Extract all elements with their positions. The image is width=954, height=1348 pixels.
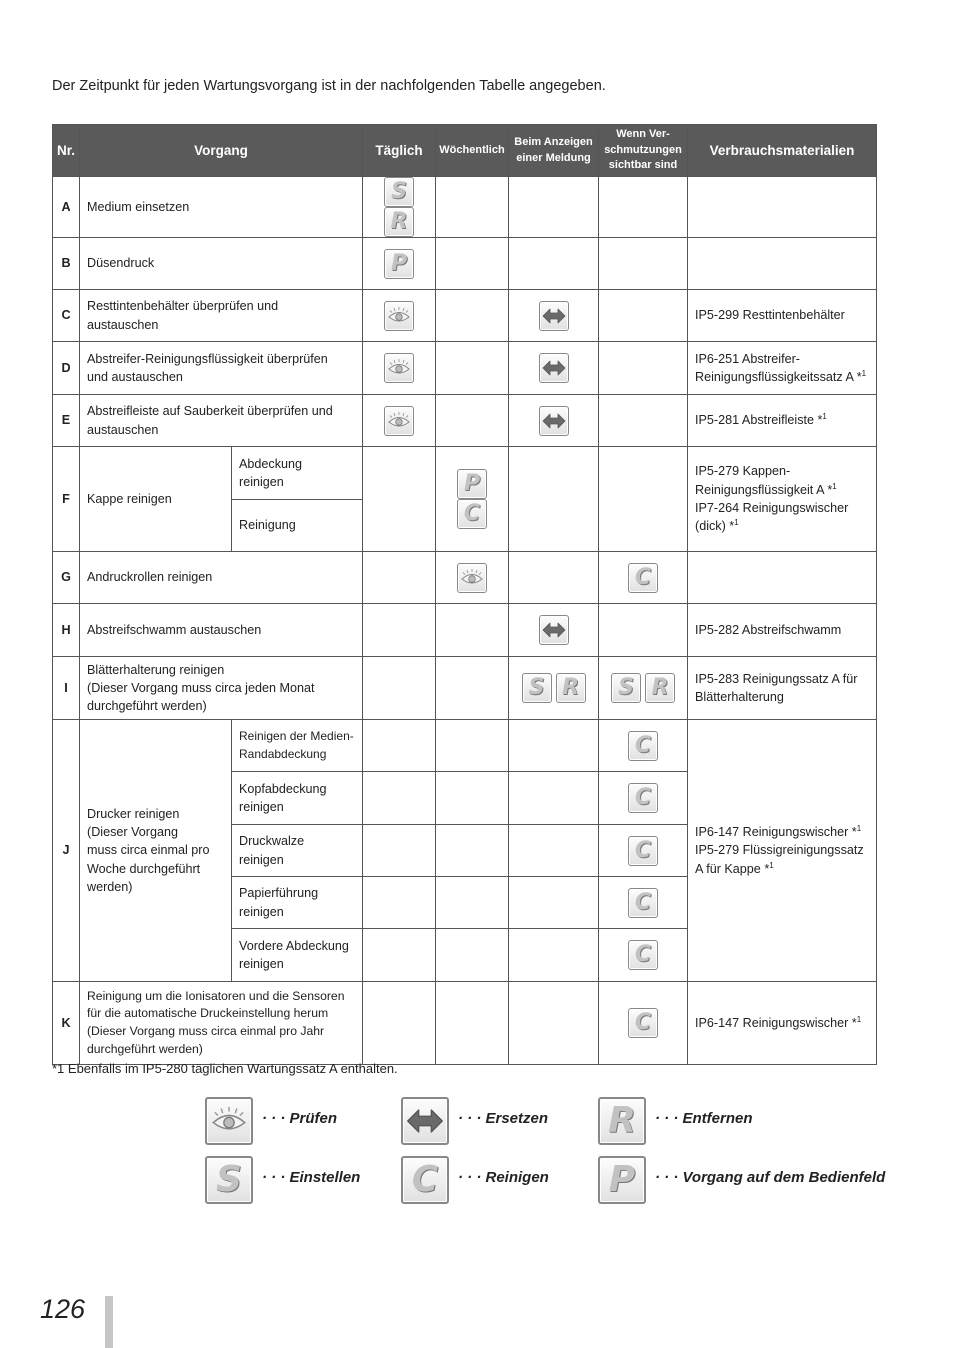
table-row xyxy=(53,720,877,772)
row-subvorgang: Druckwalze reinigen xyxy=(232,825,363,877)
table-row xyxy=(53,290,877,342)
p-icon: P xyxy=(598,1156,646,1204)
cell-verschmutzung xyxy=(599,772,688,825)
cell-taeglich xyxy=(363,290,436,342)
c-icon: C xyxy=(628,888,658,918)
row-nr: F xyxy=(53,447,80,552)
c-icon: C xyxy=(628,940,658,970)
row-subvorgang: Reinigen der Medien- Randabdeckung xyxy=(232,720,363,772)
c-icon: C xyxy=(628,1008,658,1038)
row-vorgang: Abstreifleiste auf Sauberkeit überprüfen und austauschen xyxy=(80,395,363,447)
swap-arrow-icon xyxy=(401,1097,449,1145)
table-row xyxy=(53,604,877,657)
row-nr: K xyxy=(53,982,80,1065)
legend-pruefen: · · · Prüfen xyxy=(262,1110,337,1127)
row-material: IP6-147 Reinigungswischer *$^1$ xyxy=(688,982,877,1065)
page-bar xyxy=(105,1296,113,1348)
row-material: IP5-282 Abstreifschwamm xyxy=(688,604,877,657)
row-nr: J xyxy=(53,720,80,982)
cell-verschmutzung xyxy=(599,982,688,1065)
row-nr: G xyxy=(53,552,80,604)
cell-meldung xyxy=(509,604,599,657)
eye-icon xyxy=(205,1097,253,1145)
header-nr: Nr. xyxy=(53,125,80,177)
row-nr: H xyxy=(53,604,80,657)
row-material: IP6-251 Abstreifer- Reinigungsflüssigkeitssatz A *$^1$ xyxy=(688,342,877,395)
swap-arrow-icon xyxy=(539,301,569,331)
table-row xyxy=(53,177,877,238)
row-nr: D xyxy=(53,342,80,395)
cell-meldung xyxy=(509,290,599,342)
row-subvorgang: Papierführung reinigen xyxy=(232,877,363,929)
cell-meldung xyxy=(509,657,599,720)
r-icon: R xyxy=(556,673,586,703)
s-icon: S xyxy=(205,1156,253,1204)
p-icon: P xyxy=(457,469,487,499)
cell-woechentlich xyxy=(436,552,509,604)
row-subvorgang: Kopfabdeckung reinigen xyxy=(232,772,363,825)
table-row xyxy=(53,657,877,720)
table-row xyxy=(53,982,877,1065)
header-taeglich: Täglich xyxy=(363,125,436,177)
s-icon: S xyxy=(611,673,641,703)
eye-icon xyxy=(384,301,414,331)
c-icon: C xyxy=(628,731,658,761)
r-icon: R xyxy=(645,673,675,703)
eye-icon xyxy=(457,563,487,593)
legend-einstellen: · · · Einstellen xyxy=(262,1169,361,1186)
c-icon: C xyxy=(628,783,658,813)
legend-bedienfeld: · · · Vorgang auf dem Bedienfeld xyxy=(655,1169,886,1186)
header-vorgang: Vorgang xyxy=(80,125,363,177)
row-nr: C xyxy=(53,290,80,342)
table-row xyxy=(53,395,877,447)
c-icon: C xyxy=(401,1156,449,1204)
c-icon: C xyxy=(628,836,658,866)
swap-arrow-icon xyxy=(539,615,569,645)
row-nr: A xyxy=(53,177,80,238)
c-icon: C xyxy=(457,499,487,529)
row-vorgang: Düsendruck xyxy=(80,238,363,290)
row-subvorgang: Abdeckung reinigen xyxy=(232,447,363,500)
legend-reinigen: · · · Reinigen xyxy=(458,1169,549,1186)
legend-entfernen: · · · Entfernen xyxy=(655,1110,753,1127)
eye-icon xyxy=(384,353,414,383)
row-vorgang: Drucker reinigen (Dieser Vorgang muss circa einmal pro Woche durchgeführt werden) xyxy=(80,720,232,982)
table-row xyxy=(53,447,877,500)
cell-meldung xyxy=(509,395,599,447)
intro-text: Der Zeitpunkt für jeden Wartungsvorgang ist in der nachfolgenden Tabelle angegeben. xyxy=(52,78,606,94)
eye-icon xyxy=(384,406,414,436)
table-row xyxy=(53,238,877,290)
row-material: IP6-147 Reinigungswischer *$^1$ IP5-279 Flüssigreinigungssatz A für Kappe *$^1$ xyxy=(688,720,877,982)
row-vorgang: Andruckrollen reinigen xyxy=(80,552,363,604)
cell-verschmutzung xyxy=(599,929,688,982)
header-woechentlich: Wöchentlich xyxy=(436,125,509,177)
cell-taeglich xyxy=(363,238,436,290)
cell-taeglich xyxy=(363,177,436,238)
cell-verschmutzung xyxy=(599,825,688,877)
row-subvorgang: Vordere Abdeckung reinigen xyxy=(232,929,363,982)
swap-arrow-icon xyxy=(539,406,569,436)
cell-verschmutzung xyxy=(599,877,688,929)
table-row xyxy=(53,342,877,395)
row-vorgang: Medium einsetzen xyxy=(80,177,363,238)
header-verschmutzung: Wenn Ver- schmutzungen sichtbar sind xyxy=(599,125,688,177)
row-nr: I xyxy=(53,657,80,720)
row-nr: B xyxy=(53,238,80,290)
cell-taeglich xyxy=(363,395,436,447)
page-number: 126 xyxy=(40,1294,86,1324)
row-vorgang: Kappe reinigen xyxy=(80,447,232,552)
maintenance-table xyxy=(52,124,877,1065)
row-material: IP5-283 Reinigungssatz A für Blätterhalterung xyxy=(688,657,877,720)
p-icon: P xyxy=(384,249,414,279)
header-row xyxy=(53,125,877,177)
cell-woechentlich xyxy=(436,447,509,552)
table-row xyxy=(53,552,877,604)
cell-taeglich xyxy=(363,342,436,395)
cell-verschmutzung xyxy=(599,720,688,772)
footnote: *1 Ebenfalls im IP5-280 täglichen Wartungssatz A enthalten. xyxy=(52,1061,398,1076)
header-verbrauch: Verbrauchsmaterialien xyxy=(688,125,877,177)
cell-verschmutzung xyxy=(599,657,688,720)
row-vorgang: Resttintenbehälter überprüfen und austauschen xyxy=(80,290,363,342)
row-vorgang: Abstreifer-Reinigungsflüssigkeit überprüfen und austauschen xyxy=(80,342,363,395)
row-nr: E xyxy=(53,395,80,447)
cell-verschmutzung xyxy=(599,552,688,604)
row-material: IP5-299 Resttintenbehälter xyxy=(688,290,877,342)
swap-arrow-icon xyxy=(539,353,569,383)
c-icon: C xyxy=(628,563,658,593)
cell-meldung xyxy=(509,342,599,395)
row-vorgang: Abstreifschwamm austauschen xyxy=(80,604,363,657)
r-icon: R xyxy=(384,207,414,237)
r-icon: R xyxy=(598,1097,646,1145)
row-material: IP5-279 Kappen- Reinigungsflüssigkeit A *$^1$ IP7-264 Reinigungswischer (dick) *$^1$ xyxy=(688,447,877,552)
s-icon: S xyxy=(522,673,552,703)
legend-ersetzen: · · · Ersetzen xyxy=(458,1110,549,1127)
row-vorgang: Blätterhalterung reinigen (Dieser Vorgang muss circa jeden Monat durchgeführt werden) xyxy=(80,657,363,720)
row-material: IP5-281 Abstreifleiste *$^1$ xyxy=(688,395,877,447)
row-vorgang: Reinigung um die Ionisatoren und die Sensoren für die automatische Druckeinstellung herum (Dieser Vorgang muss circa einmal pro Jahr durchgeführt werden) xyxy=(80,982,363,1065)
row-subvorgang: Reinigung xyxy=(232,500,363,552)
header-meldung: Beim Anzeigen einer Meldung xyxy=(509,125,599,177)
s-icon: S xyxy=(384,177,414,207)
